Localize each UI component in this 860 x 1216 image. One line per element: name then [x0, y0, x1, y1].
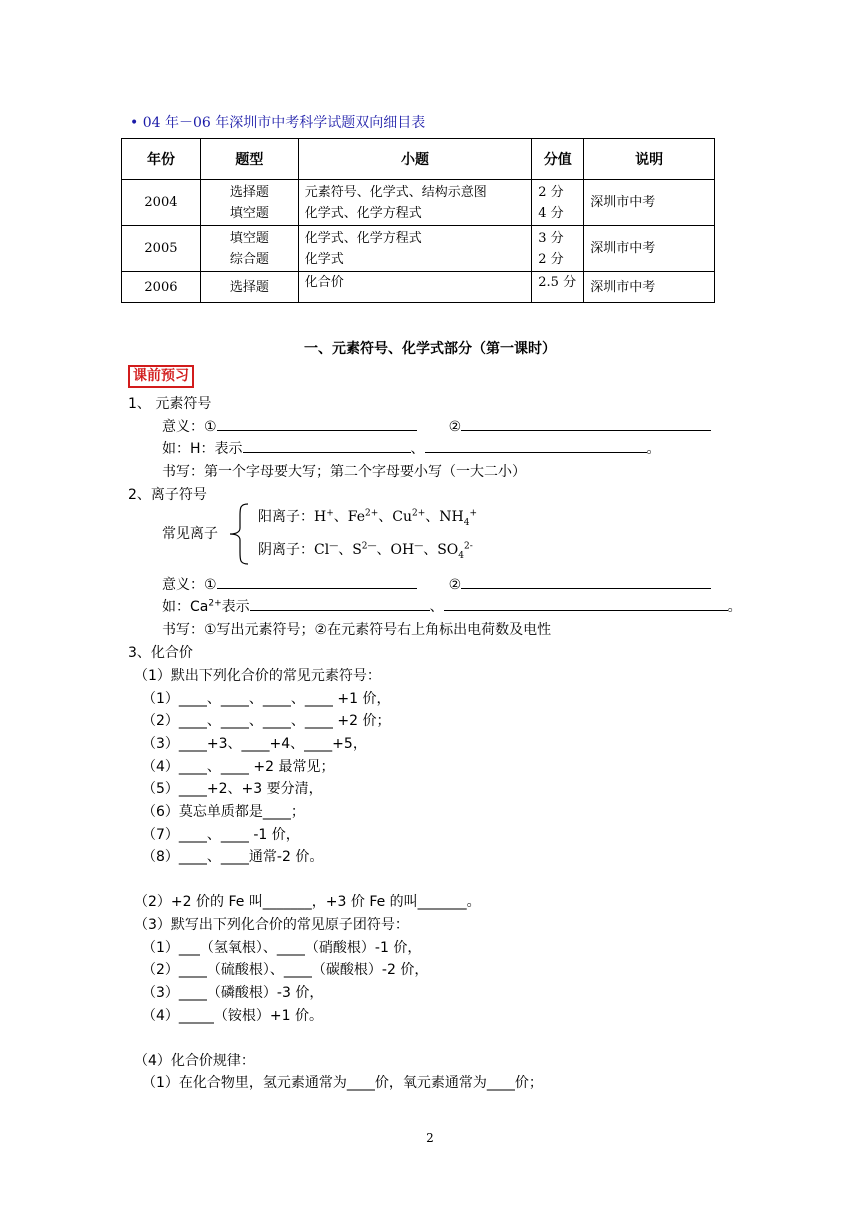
table-row	[122, 226, 715, 272]
s3-p3-title: （3）默写出下列化合价的常见原子团符号：	[134, 917, 409, 933]
preview-stamp: 课前预习	[128, 365, 194, 388]
common-ions-label: 常见离子	[162, 526, 218, 542]
cell-score: 2.5 分	[532, 272, 584, 303]
s3-p1-line: （7）____、____ -1 价，	[142, 827, 300, 843]
s1-title: 1、 元素符号	[128, 396, 212, 412]
s2-writing: 书写：①写出元素符号；②在元素符号右上角标出电荷数及电性	[162, 622, 552, 638]
table-row	[122, 272, 715, 303]
cell-items: 化学式、化学方程式 化学式	[298, 226, 532, 272]
header-year: 年份	[122, 139, 201, 180]
cell-note: 深圳市中考	[584, 226, 715, 272]
table-header-row	[122, 139, 715, 180]
s3-p1-line: （3）____+3、____+4、____+5，	[142, 736, 367, 752]
s3-p1-line: （6）莫忘单质都是____；	[142, 804, 305, 820]
s3-p1-line: （8）____、____通常-2 价。	[142, 849, 324, 865]
s1-writing: 书写：第一个字母要大写；第二个字母要小写（一大二小）	[162, 464, 526, 480]
s3-p2: （2）+2 价的 Fe 叫_______，+3 价 Fe 的叫_______。	[134, 894, 481, 910]
s3-p4-title: （4）化合价规律：	[134, 1053, 255, 1069]
table-heading: • 04 年－06 年深圳市中考科学试题双向细目表	[130, 115, 426, 131]
s2-example-line: 如：$Ca^{2+}$表示 、 。	[162, 596, 742, 618]
s3-p4-line: （1）在化合物里，氢元素通常为____价，氧元素通常为____价；	[142, 1075, 543, 1091]
s3-p1-title: （1）默出下列化合价的常见元素符号：	[134, 668, 381, 684]
cell-type: 填空题 综合题	[200, 226, 298, 272]
anion-line: 阴离子：Cl—、$S^{2—}$、OH—、$SO_4^{2-}$	[258, 541, 473, 561]
cell-items: 元素符号、化学式、结构示意图 化学式、化学方程式	[298, 180, 532, 226]
cell-year: 2005	[122, 226, 201, 272]
cell-score: 3 分 2 分	[532, 226, 584, 272]
s3-p3-line: （2）____（硫酸根）、____（碳酸根）-2 价，	[142, 962, 429, 978]
s3-p1-line: （1）____、____、____、____ +1 价，	[142, 691, 391, 707]
cell-items: 化合价	[298, 272, 532, 303]
s3-p1-line: （4）____、____ +2 最常见；	[142, 759, 335, 775]
s3-p3-line: （3）____（磷酸根）-3 价，	[142, 985, 324, 1001]
cell-note: 深圳市中考	[584, 180, 715, 226]
header-score: 分值	[532, 139, 584, 180]
page-number: 2	[426, 1131, 434, 1145]
cell-note: 深圳市中考	[584, 272, 715, 303]
table-row	[122, 180, 715, 226]
exam-spec-table	[121, 138, 715, 303]
s3-p3-line: （1）___（氢氧根）、____（硝酸根）-1 价，	[142, 940, 422, 956]
s3-p1-line: （2）____、____、____、____ +2 价；	[142, 713, 391, 729]
cell-score: 2 分 4 分	[532, 180, 584, 226]
cell-year: 2006	[122, 272, 201, 303]
cation-line: 阳离子：H+、$Fe^{2+}$、$Cu^{2+}$、$NH_4^+$	[258, 508, 478, 528]
s3-p1-line: （5）____+2、+3 要分清，	[142, 781, 323, 797]
header-items: 小题	[298, 139, 532, 180]
header-note: 说明	[584, 139, 715, 180]
s1-meaning-line: 意义：① ②	[162, 416, 711, 438]
section-title: 一、元素符号、化学式部分（第一课时）	[304, 341, 556, 357]
s2-meaning-line: 意义：① ②	[162, 574, 711, 596]
s3-title: 3、化合价	[128, 645, 193, 661]
brace-icon	[228, 502, 250, 566]
cell-year: 2004	[122, 180, 201, 226]
cell-type: 选择题	[200, 272, 298, 303]
cell-type: 选择题 填空题	[200, 180, 298, 226]
s1-example-line: 如：H：表示 、 。	[162, 438, 661, 460]
s3-p3-line: （4）_____（铵根）+1 价。	[142, 1008, 323, 1024]
s2-title: 2、离子符号	[128, 487, 207, 503]
header-type: 题型	[200, 139, 298, 180]
